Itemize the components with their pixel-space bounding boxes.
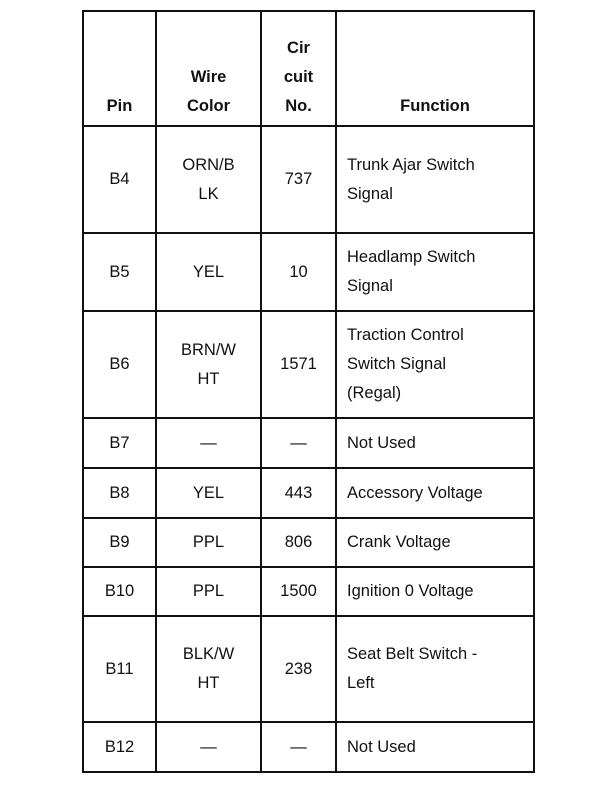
wire-color-cell-line: —: [200, 737, 217, 756]
circuit-no-cell-text: 806: [284, 533, 313, 551]
pin-cell-text: B10: [104, 582, 135, 600]
pin-cell: [83, 616, 156, 722]
circuit-no-cell: [261, 233, 336, 311]
circuit-no-cell: [261, 468, 336, 518]
header-circuit-line2: cuit: [283, 68, 314, 86]
wire-color-cell-line: PPL: [192, 582, 225, 600]
table-row: [83, 418, 534, 468]
function-cell-line: Left: [347, 674, 375, 692]
wire-color-cell-line: YEL: [192, 483, 225, 502]
pin-cell: [83, 567, 156, 616]
function-cell: [336, 518, 534, 567]
pin-cell-text: B5: [109, 262, 130, 281]
pin-cell-text: B9: [109, 533, 130, 551]
wire-color-cell-line: BRN/W: [181, 340, 236, 359]
wire-color-cell-line: YEL: [192, 262, 225, 281]
wire-color-cell: [156, 567, 261, 616]
circuit-no-cell-text: 10: [289, 262, 308, 281]
table-row: [83, 468, 534, 518]
pin-cell-text: B6: [109, 355, 130, 373]
circuit-no-cell-text: 238: [284, 659, 313, 678]
table-row: [83, 616, 534, 722]
pin-cell: [83, 418, 156, 468]
function-cell-line: Accessory Voltage: [347, 483, 483, 502]
table-row: [83, 311, 534, 418]
function-cell-line: Signal: [347, 184, 393, 203]
header-function-label: Function: [400, 97, 470, 115]
function-cell: [336, 722, 534, 772]
circuit-no-cell: [261, 518, 336, 567]
function-cell: [336, 126, 534, 233]
function-cell: [336, 616, 534, 722]
wire-color-cell-line: —: [200, 433, 217, 452]
header-circuit-line3: No.: [285, 97, 312, 115]
pin-cell-text: B8: [109, 483, 130, 502]
header-pin-label: Pin: [106, 97, 133, 115]
header-wire-color: [156, 11, 261, 126]
table-row: [83, 722, 534, 772]
circuit-no-cell: [261, 126, 336, 233]
wire-color-cell-line: HT: [197, 674, 220, 692]
wire-color-cell: [156, 418, 261, 468]
header-circuit-line1: Cir: [287, 39, 310, 57]
function-cell-line: Crank Voltage: [347, 533, 451, 551]
table-row: [83, 518, 534, 567]
function-cell-line: Headlamp Switch: [347, 248, 476, 266]
function-cell: [336, 311, 534, 418]
function-cell: [336, 567, 534, 616]
circuit-no-cell: [261, 722, 336, 772]
wire-color-cell-line: LK: [198, 184, 219, 203]
function-cell-line: (Regal): [347, 384, 402, 402]
function-cell: [336, 468, 534, 518]
function-cell-line: Switch Signal: [347, 355, 447, 373]
pin-cell: [83, 126, 156, 233]
pin-cell-text: B12: [104, 737, 135, 756]
pin-cell-text: B4: [109, 170, 130, 188]
header-wire-color-line1: Wire: [190, 68, 227, 86]
wire-color-cell-line: ORN/B: [182, 155, 235, 174]
table-row: [83, 233, 534, 311]
circuit-no-cell-text: —: [290, 737, 307, 756]
header-wire-color-line2: Color: [186, 97, 231, 115]
circuit-no-cell: [261, 311, 336, 418]
function-cell: [336, 418, 534, 468]
wire-color-cell: [156, 468, 261, 518]
pin-cell-text: B7: [109, 433, 130, 452]
function-cell-line: Seat Belt Switch -: [347, 645, 478, 663]
table-row: [83, 126, 534, 233]
pin-cell: [83, 233, 156, 311]
circuit-no-cell-text: 737: [284, 170, 313, 188]
function-cell-line: Not Used: [347, 433, 416, 452]
circuit-no-cell: [261, 418, 336, 468]
function-cell-line: Traction Control: [347, 326, 464, 344]
circuit-no-cell-text: 443: [284, 483, 313, 502]
function-cell: [336, 233, 534, 311]
wire-color-cell: [156, 126, 261, 233]
circuit-no-cell-text: —: [290, 433, 307, 452]
wire-color-cell: [156, 233, 261, 311]
circuit-no-cell: [261, 567, 336, 616]
header-pin: [83, 11, 156, 126]
wire-color-cell-line: BLK/W: [182, 645, 235, 663]
wire-color-cell-line: PPL: [192, 533, 225, 551]
header-row: [83, 11, 534, 126]
header-circuit-no: [261, 11, 336, 126]
pin-cell: [83, 518, 156, 567]
function-cell-line: Trunk Ajar Switch: [347, 155, 475, 174]
wire-color-cell-line: HT: [197, 369, 220, 388]
wire-color-cell: [156, 311, 261, 418]
wire-color-cell: [156, 616, 261, 722]
function-cell-line: Not Used: [347, 737, 416, 756]
connector-pinout-table: [82, 10, 535, 773]
circuit-no-cell: [261, 616, 336, 722]
table-row: [83, 567, 534, 616]
circuit-no-cell-text: 1500: [280, 582, 317, 600]
pin-cell: [83, 311, 156, 418]
header-function: [336, 11, 534, 126]
pin-cell: [83, 468, 156, 518]
function-cell-line: Signal: [347, 277, 393, 295]
circuit-no-cell-text: 1571: [280, 355, 317, 373]
pin-cell-text: B11: [105, 659, 134, 678]
pin-cell: [83, 722, 156, 772]
function-cell-line: Ignition 0 Voltage: [347, 582, 474, 600]
wire-color-cell: [156, 722, 261, 772]
wire-color-cell: [156, 518, 261, 567]
